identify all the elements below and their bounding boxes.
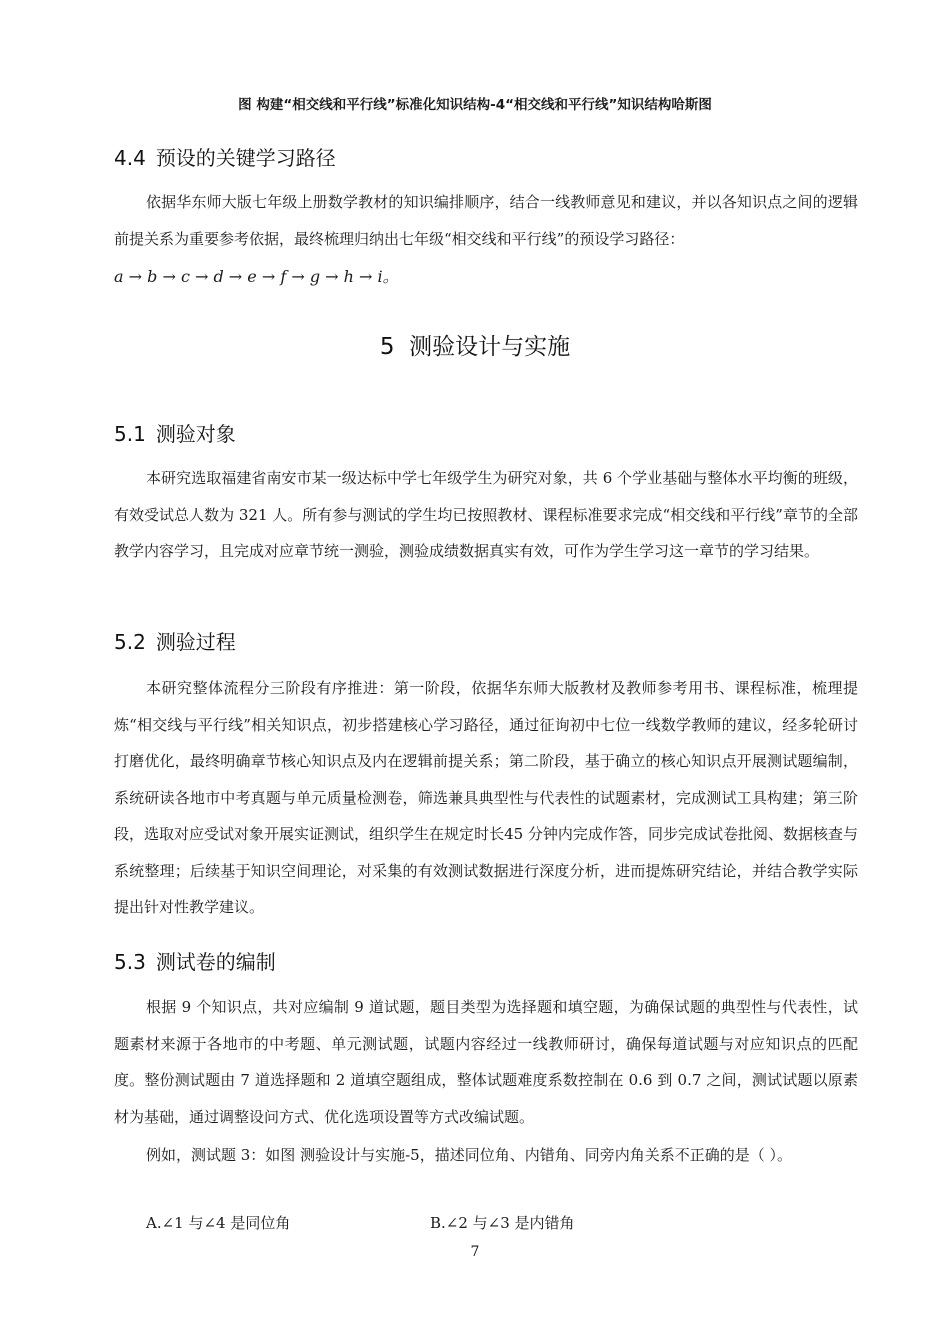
section-heading-4-4 bbox=[114, 142, 336, 171]
section-number: 4.4 bbox=[114, 146, 146, 170]
section-number: 5.3 bbox=[114, 950, 146, 974]
example-question: 例如，测试题 3：如图 测验设计与实施-5，描述同位角、内错角、同旁内角关系不正确的是（ ）。 bbox=[146, 1146, 792, 1164]
section-title: 预设的关键学习路径 bbox=[155, 146, 336, 170]
page-number: 7 bbox=[470, 1244, 480, 1260]
section-title: 测试卷的编制 bbox=[155, 950, 276, 974]
section-number: 5.2 bbox=[114, 630, 146, 654]
figure-caption: 图 构建“相交线和平行线”标准化知识结构-4“相交线和平行线”知识结构哈斯图 bbox=[238, 97, 712, 113]
section-title: 测验过程 bbox=[155, 630, 236, 654]
section-number: 5.1 bbox=[114, 422, 146, 446]
chapter-number: 5 bbox=[379, 334, 395, 360]
section-5-2-body: 本研究整体流程分三阶段有序推进：第一阶段，依据华东师大版教材及教师参考用书、课程标准，梳理提炼“相交线与平行线”相关知识点，初步搭建核心学习路径，通过征询初中七位一线数学教师的建议，经多轮研讨打磨优化，最终明确章节核心知识点及内在逻辑前提关系；第二阶段，基于确立的核心知识点开展测试题编制，系统研读各地市中考真题与单元质量检测卷，筛选兼具典型性与代表性的试题素材，完成测试工具构建；第三阶段，选取对应受试对象开展实证测试，组织学生在规定时长45 分钟内完成作答，同步完成试卷批阅、数据核查与系统整理；后续基于知识空间理论，对采集的有效测试数据进行深度分析，进而提炼研究结论，并结合教学实际提出针对性教学建议。 bbox=[114, 679, 858, 916]
chapter-title: 测验设计与实施 bbox=[409, 334, 571, 360]
option-b: B.∠2 与∠3 是内错角 bbox=[430, 1214, 575, 1232]
section-title: 测验对象 bbox=[155, 422, 236, 446]
section-4-4-body: 依据华东师大版七年级上册数学教材的知识编排顺序，结合一线教师意见和建议，并以各知识点之间的逻辑前提关系为重要参考依据，最终梳理归纳出七年级“相交线和平行线”的预设学习路径： bbox=[114, 193, 858, 248]
learning-path: a → b → c → d → e → f → g → h → i。 bbox=[114, 267, 399, 286]
option-a: A.∠1 与∠4 是同位角 bbox=[146, 1214, 291, 1232]
section-heading-5-3 bbox=[114, 946, 276, 975]
section-heading-5-1 bbox=[114, 418, 236, 447]
section-heading-5-2 bbox=[114, 626, 236, 655]
chapter-heading bbox=[0, 328, 950, 361]
section-5-3-body: 根据 9 个知识点，共对应编制 9 道试题，题目类型为选择题和填空题，为确保试题的典型性与代表性，试题素材来源于各地市的中考题、单元测试题，试题内容经过一线教师研讨，确保每道试题与对应知识点的匹配度。整份测试题由 7 道选择题和 2 道填空题组成，整体试题难度系数控制在 0.6 到 0.7 之间，测试试题以原素材为基础，通过调整设问方式、优化选项设置等方式改编试题。 bbox=[114, 998, 858, 1126]
section-5-1-body: 本研究选取福建省南安市某一级达标中学七年级学生为研究对象，共 6 个学业基础与整体水平均衡的班级，有效受试总人数为 321 人。所有参与测试的学生均已按照教材、课程标准要求完成“相交线和平行线”章节的全部教学内容学习，且完成对应章节统一测验，测验成绩数据真实有效，可作为学生学习这一章节的学习结果。 bbox=[114, 469, 858, 560]
